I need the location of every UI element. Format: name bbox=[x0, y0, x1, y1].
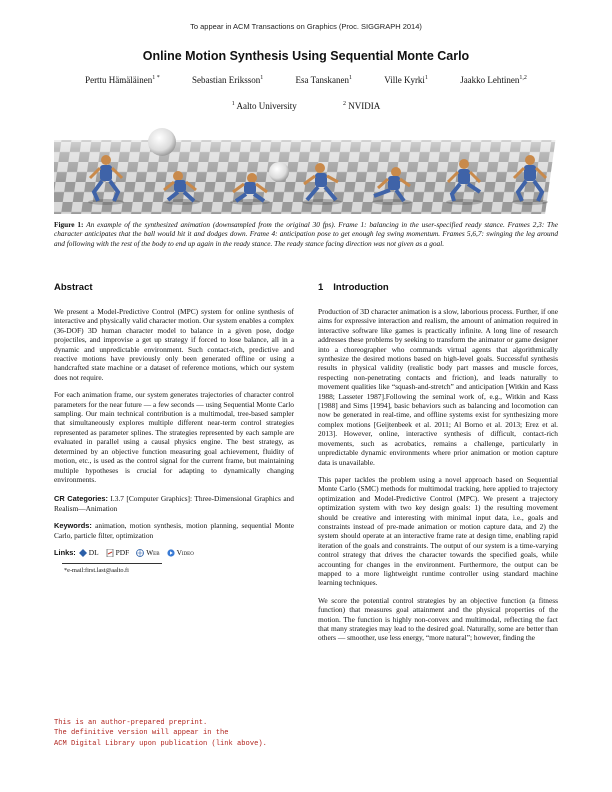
keywords-label: Keywords: bbox=[54, 521, 92, 531]
pdf-link[interactable]: PDF bbox=[106, 548, 130, 557]
pdf-icon bbox=[106, 549, 114, 557]
author: Perttu Hämäläinen$^{1 *}$ bbox=[85, 75, 160, 85]
paper-title: Online Motion Synthesis Using Sequential Monte Carlo bbox=[142, 49, 470, 63]
figure-caption-text: An example of the synthesized animation (downsampled from the original 30 fps). Frame 1: balancing in the user-specified ready stance. Frames 2,3: The character anticipates that the ball would hit it and dodges down. Frame 4: anticipation pose to get enough leg swing momentum. Frames 5,6,7: swinging the leg around and following with the rest of the body to end up again in the ready stance. The ready stance facing direction was not given as a goal. bbox=[54, 220, 558, 248]
video-icon bbox=[167, 549, 175, 557]
web-link[interactable]: Web bbox=[136, 548, 159, 557]
abstract-heading: Abstract bbox=[54, 282, 93, 293]
links-label: Links: bbox=[54, 547, 76, 557]
cr-categories bbox=[54, 494, 294, 513]
author-list bbox=[0, 75, 612, 85]
links-row bbox=[54, 548, 294, 557]
author: Ville Kyrki$^1$ bbox=[384, 75, 428, 85]
preprint-line: This is an author-prepared preprint. bbox=[54, 719, 208, 727]
keywords bbox=[54, 521, 294, 540]
teaser-figure bbox=[54, 122, 558, 214]
dl-icon bbox=[79, 549, 87, 557]
preprint-line: The definitive version will appear in the bbox=[54, 729, 229, 738]
preprint-line: ACM Digital Library upon publication (link above). bbox=[54, 739, 267, 748]
author: Jaakko Lehtinen$^{1,2}$ bbox=[460, 75, 527, 85]
introduction-heading bbox=[318, 283, 558, 295]
cr-categories-text: I.3.7 [Computer Graphics]: Three-Dimensional Graphics and Realism—Animation bbox=[54, 494, 294, 513]
running-header: To appear in ACM Transactions on Graphics (Proc. SIGGRAPH 2014) bbox=[190, 22, 422, 31]
abstract-paragraph: We present a Model-Predictive Control (MPC) system for online synthesis of interactive and physically valid character motion. Our system enables a complex (36-DOF) 3D human character model to balance in a given pose, dodge projectiles, and improvise a get up strategy if forced to lose balance, all in a dynamic and unpredictable environment. Such contact-rich, predictive and reactive motions have previously only been generated offline or using a handcrafted state machine or a dataset of reference motions, which our system does not require. bbox=[54, 307, 294, 382]
cr-categories-label: CR Categories: bbox=[54, 494, 108, 504]
intro-paragraph: Production of 3D character animation is a slow, laborious process. Further, if one aims for expressive interaction and realism, the amount of animation required in interactive software like games is practically infinite. A long line of research addresses these problems by seeking to transform the animator or game designer into a choreographer who commands virtual agents that algorithmically synthesize the desired motions based on high-level goals. Successful synthesis results in physical validity (realistic body part masses and muscle forces, respecting non-penetrating contacts and friction), and leads naturally to movement qualities like “squash-and-stretch” and anticipation [Witkin and Kass 1988; Lasseter 1987].Following the seminal work of, e.g., Witkin and Kass [1988] and Sims [1994], basic behaviors such as balancing and locomotion can now be generated in real-time, and offline systems exist for synthesizing more complex motions [Geijtenbeek et al. 2011; Al Borno et al. 2013; Erez et al. 2013]. However, online, interactive synthesis of difficult, contact-rich movements, such as acrobatics, remains a challenge, particularly in unpredictable dynamic environments where prior animation or motion capture data is unavailable. bbox=[318, 307, 558, 467]
keywords-text: animation, motion synthesis, motion planning, sequential Monte Carlo, particle filter, optimization bbox=[54, 521, 294, 540]
web-icon bbox=[136, 549, 144, 557]
section-number: 1 bbox=[318, 282, 324, 293]
section-title: Introduction bbox=[333, 282, 389, 293]
affiliation: $^1$ Aalto University bbox=[231, 101, 297, 111]
footnote: *e-mail:first.last@aalto.fi bbox=[64, 567, 129, 575]
figure-caption bbox=[54, 220, 558, 248]
affiliation: $^2$ NVIDIA bbox=[343, 101, 381, 111]
ball bbox=[148, 128, 176, 156]
preprint-notice bbox=[54, 718, 314, 749]
right-column bbox=[318, 283, 558, 651]
footnote-rule bbox=[62, 563, 162, 564]
figure-label: Figure 1: bbox=[54, 220, 84, 229]
author: Sebastian Eriksson$^1$ bbox=[192, 75, 264, 85]
ball bbox=[269, 162, 289, 182]
affiliations bbox=[0, 101, 612, 111]
left-column bbox=[54, 283, 294, 576]
abstract-paragraph: For each animation frame, our system generates trajectories of character control parameters for the near future — a few seconds — using Sequential Monte Carlo sampling. Our main technical contribution is a multimodal, tree-based sampler that simultaneously explores multiple different near-term control strategies represented as parameter splines. The strategies represented by each sample are evaluated in parallel using a causal physics engine. The best strategy, as determined by an objective function measuring goal achievement, fluidity of motion, etc., is used as the control signal for the current frame, but maintaining multiple hypotheses is crucial for adapting to dynamically changing environments. bbox=[54, 390, 294, 484]
author: Esa Tanskanen$^1$ bbox=[295, 75, 352, 85]
dl-link[interactable]: DL bbox=[79, 548, 99, 557]
intro-paragraph: We score the potential control strategies by an objective function (a fitness function) that measures goal attainment and the physical properties of the motion. The function is highly non-convex and multimodal, reflecting the fact that many strategies may lead to the desired goal. Naturally, some are better than others — smoother, use less energy, “more natural”; however, finding the bbox=[318, 595, 558, 643]
video-link[interactable]: Video bbox=[167, 548, 194, 557]
intro-paragraph: This paper tackles the problem using a novel approach based on Sequential Monte Carlo (SMC) methods for multimodal tracking, here applied to trajectory optimization and Model-Predictive Control (MPC). We present a trajectory optimization system with two key design goals: 1) the resulting movement should be creative and interesting with minimal input data, i.e., goals and constraints instead of pre-made animation or motion capture data, and 2) the system should operate at an interactive frame rate at design time, enabling rapid iteration of the goals and constraints. The output of our system is a time-varying control strategy that drives the character towards the specified goals, while accounting for changes in the environment. Furthermore, the output can be mapped to a more lightweight runtime controller using standard machine learning techniques. bbox=[318, 474, 558, 588]
